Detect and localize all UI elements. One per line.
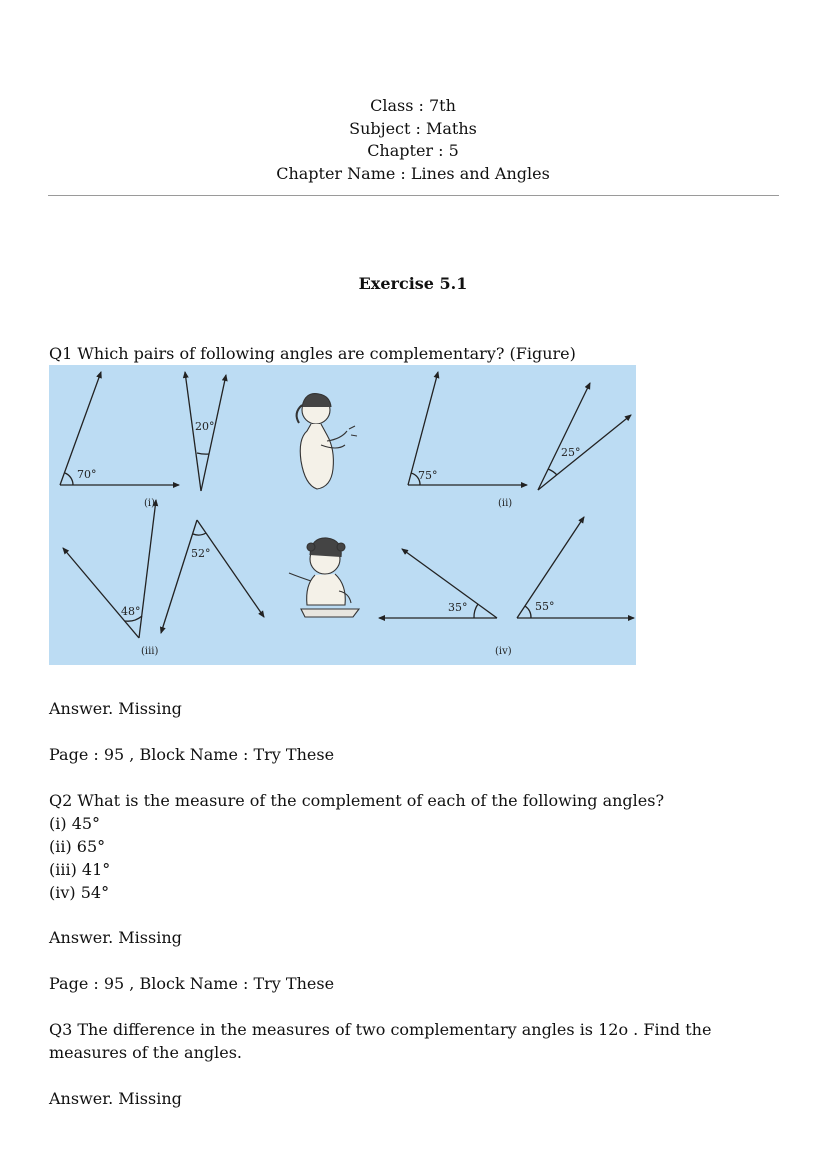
angle-label-35: 35° bbox=[448, 601, 468, 614]
angle-label-52: 52° bbox=[191, 547, 211, 560]
angle-20-ray-b bbox=[201, 375, 226, 491]
q1-source: Page : 95 , Block Name : Try These bbox=[49, 745, 335, 764]
angle-52-ray-b bbox=[197, 520, 264, 617]
angle-25-ray-a bbox=[538, 383, 590, 490]
chapter-name-line: Chapter Name : Lines and Angles bbox=[276, 163, 550, 183]
q1-figure bbox=[49, 365, 636, 665]
angle-25-ray-b bbox=[538, 415, 631, 490]
angles-figure-svg bbox=[49, 365, 636, 665]
chapter-line: Chapter : 5 bbox=[367, 141, 459, 160]
angle-52-arc bbox=[193, 533, 206, 535]
exercise-title: Exercise 5.1 bbox=[358, 274, 468, 293]
angle-25-arc bbox=[548, 469, 557, 475]
q2-option-ii: (ii) 65° bbox=[49, 837, 106, 856]
q2-option-i: (i) 45° bbox=[49, 814, 101, 833]
angle-52-ray-a bbox=[161, 520, 197, 633]
figure-caption-i: (i) bbox=[144, 498, 156, 509]
q1-answer: Answer. Missing bbox=[49, 699, 182, 718]
angle-label-20: 20° bbox=[195, 420, 215, 433]
q2-question: Q2 What is the measure of the complement of each of the following angles? bbox=[49, 791, 665, 810]
angle-55-arc bbox=[525, 606, 531, 618]
document-header bbox=[0, 95, 826, 185]
q2-option-iv: (iv) 54° bbox=[49, 883, 110, 902]
q2-answer: Answer. Missing bbox=[49, 928, 182, 947]
figure-caption-iii: (iii) bbox=[141, 646, 159, 657]
girl-illustration bbox=[297, 394, 357, 489]
angle-48-ray-b bbox=[139, 500, 156, 638]
q3-answer: Answer. Missing bbox=[49, 1089, 182, 1108]
figure-caption-ii: (ii) bbox=[498, 498, 513, 509]
figure-caption-iv: (iv) bbox=[495, 646, 512, 657]
angle-label-75: 75° bbox=[418, 469, 438, 482]
q2-source: Page : 95 , Block Name : Try These bbox=[49, 974, 335, 993]
header-divider bbox=[48, 195, 779, 196]
angle-70-arc bbox=[65, 473, 73, 485]
angle-label-55: 55° bbox=[535, 600, 555, 613]
angle-label-25: 25° bbox=[561, 446, 581, 459]
class-line: Class : 7th bbox=[370, 96, 456, 115]
angle-label-70: 70° bbox=[77, 468, 97, 481]
angle-48-ray-a bbox=[63, 548, 139, 638]
angle-label-48: 48° bbox=[121, 605, 141, 618]
boy-illustration bbox=[289, 538, 359, 617]
subject-line: Subject : Maths bbox=[349, 118, 477, 138]
q1-question: Q1 Which pairs of following angles are complementary? (Figure) bbox=[49, 344, 576, 363]
q3-question: Q3 The difference in the measures of two complementary angles is 12o . Find the measures of the angles. bbox=[49, 1020, 712, 1062]
q2-option-iii: (iii) 41° bbox=[49, 860, 111, 879]
angle-35-arc bbox=[474, 604, 478, 618]
angle-20-arc bbox=[197, 453, 209, 454]
